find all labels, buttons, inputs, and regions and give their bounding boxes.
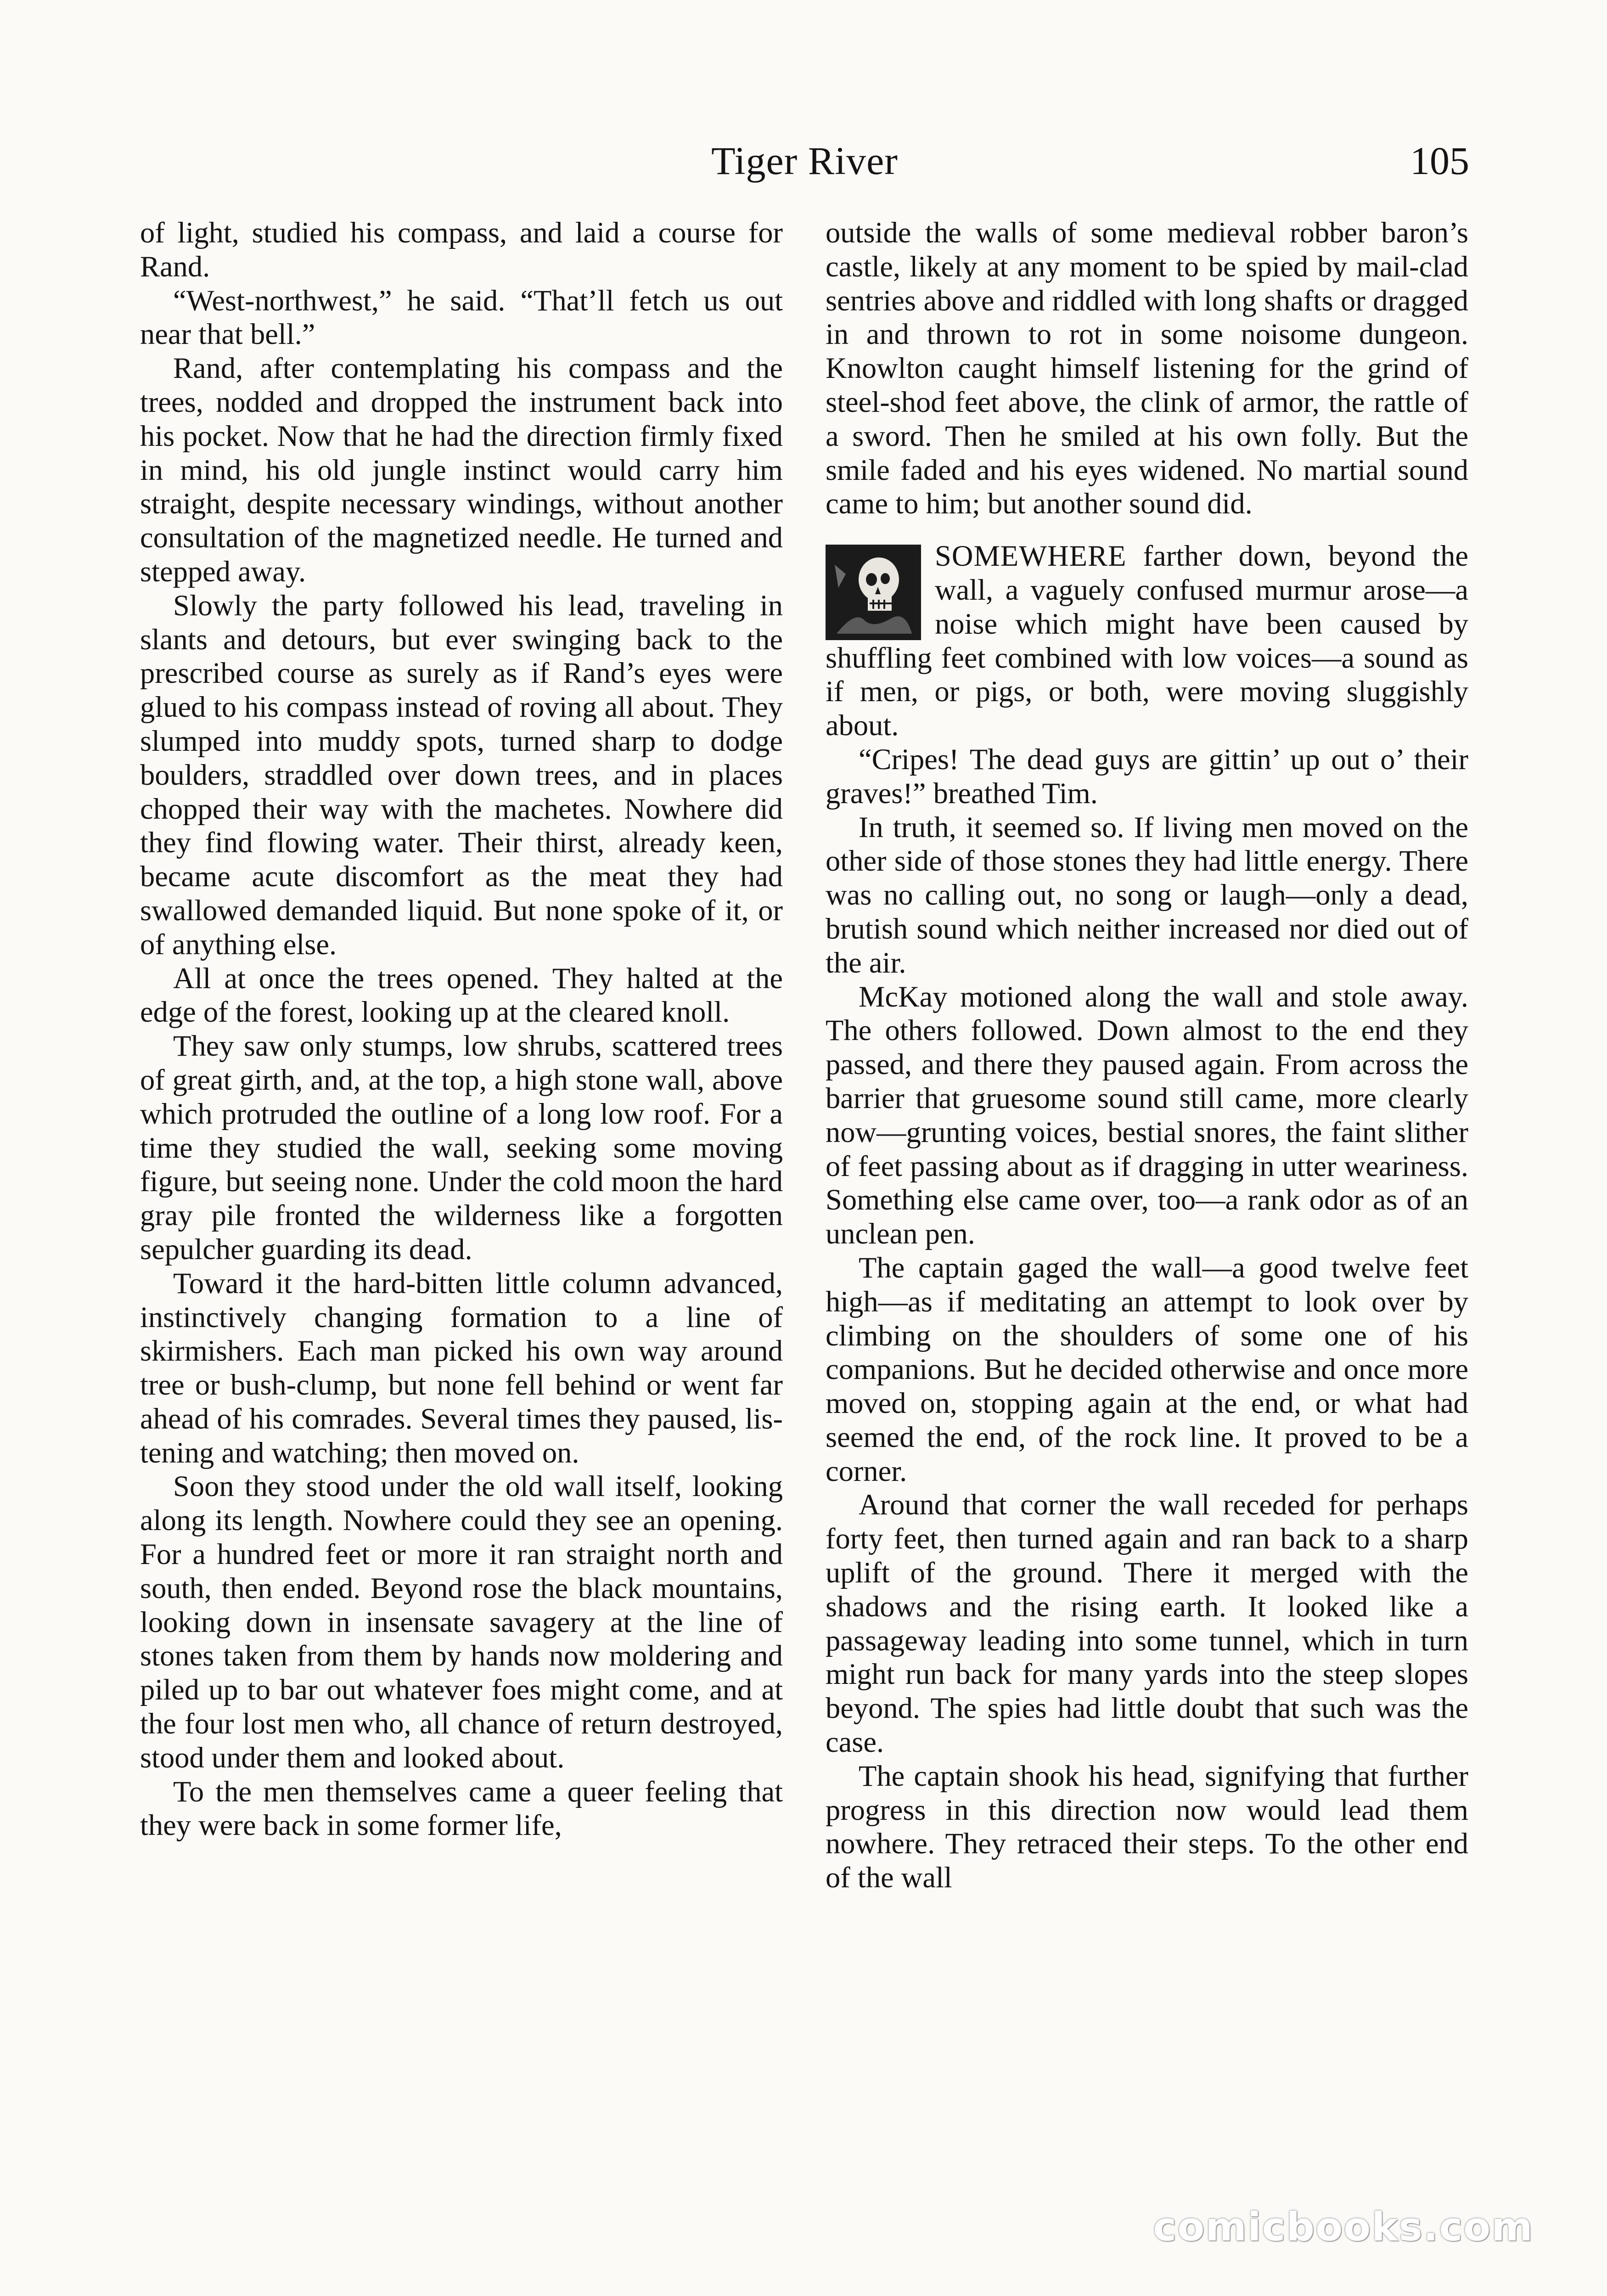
paragraph: “Cripes! The dead guys are gittin’ up out o’ their graves!” breathed Tim. <box>826 743 1468 810</box>
initial-paragraph-lead: SOMEWHERE <box>935 540 1127 573</box>
paragraph: McKay motioned along the wall and stole away. The others followed. Down almost to the end they passed, and there they paused again. From across the barrier that gruesome sound still came, more clearly now—grunting voices, bestial snores, the faint slither of feet passing about as if dragging in utter weariness. Something else came over, too—a rank odor as of an unclean pen. <box>826 980 1468 1250</box>
section-break-paragraph <box>826 539 1468 743</box>
paragraph: To the men themselves came a queer feeling that they were back in some former life, <box>140 1775 783 1842</box>
paragraph: Toward it the hard-bitten little column advanced, instinctively changing formation to a line of skirmishers. Each man picked his own way around tree or bush-clump, but none fell behind or went far ahead of his comrades. Several times they paused, listening and watching; then moved on. <box>140 1266 783 1469</box>
paragraph: The captain shook his head, signifying that further progress in this direction now would lead them nowhere. They retraced their steps. To the other end of the wall <box>826 1759 1468 1894</box>
page-header <box>140 138 1469 188</box>
paragraph: They saw only stumps, low shrubs, scattered trees of great girth, and, at the top, a high stone wall, above which protruded the outline of a long low roof. For a time they studied the wall, seeking some moving figure, but seeing none. Under the cold moon the hard gray pile fronted the wilderness like a forgotten sepulcher guarding its dead. <box>140 1030 783 1266</box>
paragraph: “West-northwest,” he said. “That’ll fetch us out near that bell.” <box>140 284 783 351</box>
paragraph: Around that corner the wall receded for perhaps forty feet, then turned again and ran back to a sharp uplift of the ground. There it merged with the shadows and the rising earth. It looked like a passageway leading into some tunnel, which in turn might run back for many yards into the steep slopes beyond. The spies had little doubt that such was the case. <box>826 1488 1468 1759</box>
right-column <box>826 216 1468 1895</box>
paragraph: Slowly the party followed his lead, traveling in slants and detours, but ever swinging back to the prescribed course as surely as if Rand’s eyes were glued to his compass instead of roving all about. They slumped into muddy spots, turned sharp to dodge boulders, straddled over down trees, and in places chopped their way with the machetes. Nowhere did they find flowing water. Their thirst, already keen, became acute discomfort as the meat they had swallowed demanded liquid. But none spoke of it, or of anything else. <box>140 589 783 961</box>
left-column <box>140 216 783 1842</box>
running-title: Tiger River <box>711 139 898 183</box>
paragraph: outside the walls of some medieval robber baron’s castle, likely at any moment to be spied by mail-clad sentries above and riddled with long shafts or dragged in and thrown to rot in some noisome dungeon. Knowlton caught himself listening for the grind of steel-shod feet above, the clink of armor, the rattle of a sword. Then he smiled at his own folly. But the smile faded and his eyes widened. No martial sound came to him; but another sound did. <box>826 216 1468 520</box>
paragraph: Rand, after contemplating his compass and the trees, nodded and dropped the instrument back into his pocket. Now that he had the direction firmly fixed in mind, his old jungle instinct would carry him straight, despite necessary windings, without another consultation of the magnetized needle. He turned and stepped away. <box>140 352 783 588</box>
initial-paragraph <box>826 539 1468 743</box>
initial-paragraph-text: farther down, beyond the wall, a vaguely confused murmur arose—a noise which might have been caused by shuffling feet combined with low voices—a sound as if men, or pigs, or both, were moving sluggishly about. <box>826 540 1468 742</box>
paragraph: of light, studied his compass, and laid a course for Rand. <box>140 216 783 283</box>
paragraph: Soon they stood under the old wall itself, looking along its length. Nowhere could they see an opening. For a hundred feet or more it ran straight north and south, then ended. Beyond rose the black mountains, looking down in insensate savagery at the line of stones taken from them by hands now moldering and piled up to bar out whatever foes might come, and at the four lost men who, all chance of return destroyed, stood under them and looked about. <box>140 1470 783 1774</box>
skull-ornament-icon <box>826 545 921 640</box>
paragraph: In truth, it seemed so. If living men moved on the other side of those stones they had little energy. There was no calling out, no song or laugh—only a dead, brutish sound which neither increased nor died out of the air. <box>826 810 1468 979</box>
site-watermark: comicbooks.com <box>1153 2204 1534 2250</box>
paragraph: The captain gaged the wall—a good twelve feet high—as if meditating an attempt to look over by climbing on the shoulders of some one of his companions. But he decided otherwise and once more moved on, stopping again at the end, or what had seemed the end, of the rock line. It proved to be a corner. <box>826 1251 1468 1487</box>
page-number: 105 <box>1410 139 1469 183</box>
paragraph: All at once the trees opened. They halted at the edge of the forest, looking up at the cleared knoll. <box>140 962 783 1029</box>
